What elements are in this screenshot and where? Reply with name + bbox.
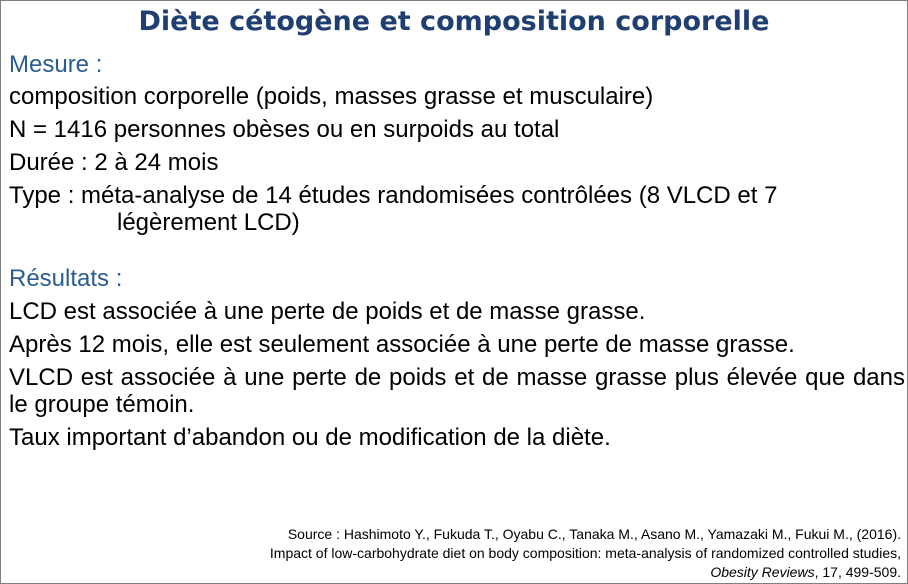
- measure-type: [9, 182, 905, 236]
- slide-content: [9, 51, 905, 451]
- measure-composition: composition corporelle (poids, masses grasse et musculaire): [9, 83, 654, 110]
- source-volume-pages: , 17, 499-509.: [814, 564, 901, 580]
- measure-type-part1: Type : méta-analyse de 14 études randomisées contrôlées (8 VLCD et 7: [9, 182, 778, 209]
- slide-title: Diète cétogène et composition corporelle: [138, 6, 770, 37]
- result-item: VLCD est associée à une perte de poids et de masse grasse plus élevée que dans le groupe témoin.: [9, 364, 905, 418]
- measure-type-part2: légèrement LCD): [117, 209, 300, 236]
- measure-duration: Durée : 2 à 24 mois: [9, 149, 219, 176]
- source-citation: [21, 525, 901, 582]
- source-line-2: Impact of low-carbohydrate diet on body composition: meta-analysis of randomized controlled studies,: [269, 545, 901, 561]
- source-journal: Obesity Reviews: [710, 564, 815, 580]
- source-line-1: Source : Hashimoto Y., Fukuda T., Oyabu C., Tanaka M., Asano M., Yamazaki M., Fukui M., (2016).: [287, 526, 901, 542]
- result-item: LCD est associée à une perte de poids et de masse grasse.: [9, 298, 646, 325]
- source-line-3: [21, 563, 901, 582]
- result-item: Après 12 mois, elle est seulement associée à une perte de masse grasse.: [9, 331, 795, 358]
- measure-sample-size: N = 1416 personnes obèses ou en surpoids au total: [9, 116, 560, 143]
- section-spacer: [9, 236, 905, 265]
- result-item: Taux important d’abandon ou de modification de la diète.: [9, 424, 611, 451]
- measure-heading: Mesure :: [9, 51, 103, 78]
- results-heading: Résultats :: [9, 265, 123, 292]
